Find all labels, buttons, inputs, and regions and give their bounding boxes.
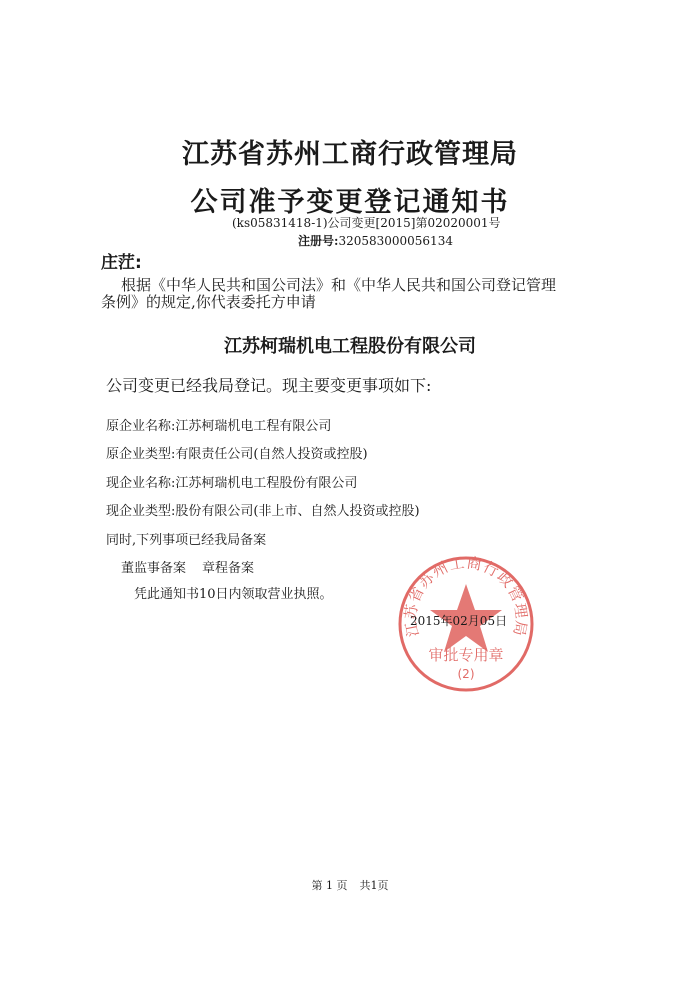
change-item-current-type: [106, 500, 420, 519]
filings-intro: 同时,下列事项已经我局备案: [106, 533, 267, 548]
change-label: 现企业类型:: [106, 504, 176, 519]
notice-title: 公司准予变更登记通知书: [190, 187, 510, 218]
registration-number-line: [298, 232, 453, 249]
page-number: 第 1 页: [311, 879, 348, 892]
page-total: 共1页: [359, 879, 389, 892]
issuing-authority-title: 江苏省苏州工商行政管理局: [182, 139, 518, 170]
page-footer: [0, 877, 700, 893]
issue-date: 2015年02月05日: [410, 614, 508, 628]
registration-label: 注册号:: [298, 234, 339, 248]
collection-instruction: 凭此通知书10日内领取营业执照。: [134, 587, 333, 602]
addressee: 庄茳:: [101, 253, 142, 273]
change-label: 原企业类型:: [106, 447, 176, 462]
change-label: 原企业名称:: [106, 419, 176, 434]
change-item-original-name: [106, 415, 331, 434]
change-value: 江苏柯瑞机电工程有限公司: [175, 419, 332, 434]
company-name: 江苏柯瑞机电工程股份有限公司: [224, 336, 476, 357]
change-item-current-name: [106, 472, 357, 491]
seal-org-text: 江苏省苏州工商行政管理局: [401, 554, 531, 639]
filings-list: [121, 557, 270, 576]
seal-number-text: (2): [457, 667, 475, 681]
filing-item: 董监事备案: [121, 561, 187, 576]
body-line-2: 条例》的规定,你代表委托方申请: [101, 293, 316, 311]
registration-number: 320583000056134: [338, 234, 453, 248]
change-value: 有限责任公司(自然人投资或控股): [175, 447, 368, 462]
change-label: 现企业名称:: [106, 476, 176, 491]
filing-item: 章程备案: [202, 561, 255, 576]
seal-purpose-text: 审批专用章: [428, 646, 504, 664]
body-line-1: 根据《中华人民共和国公司法》和《中华人民共和国公司登记管理: [121, 276, 557, 294]
change-value: 股份有限公司(非上市、自然人投资或控股): [175, 504, 420, 519]
change-item-original-type: [106, 443, 368, 462]
change-notice: 公司变更已经我局登记。现主要变更事项如下:: [106, 376, 432, 395]
change-value: 江苏柯瑞机电工程股份有限公司: [175, 476, 358, 491]
document-number: (ks05831418-1)公司变更[2015]第02020001号: [232, 216, 501, 230]
